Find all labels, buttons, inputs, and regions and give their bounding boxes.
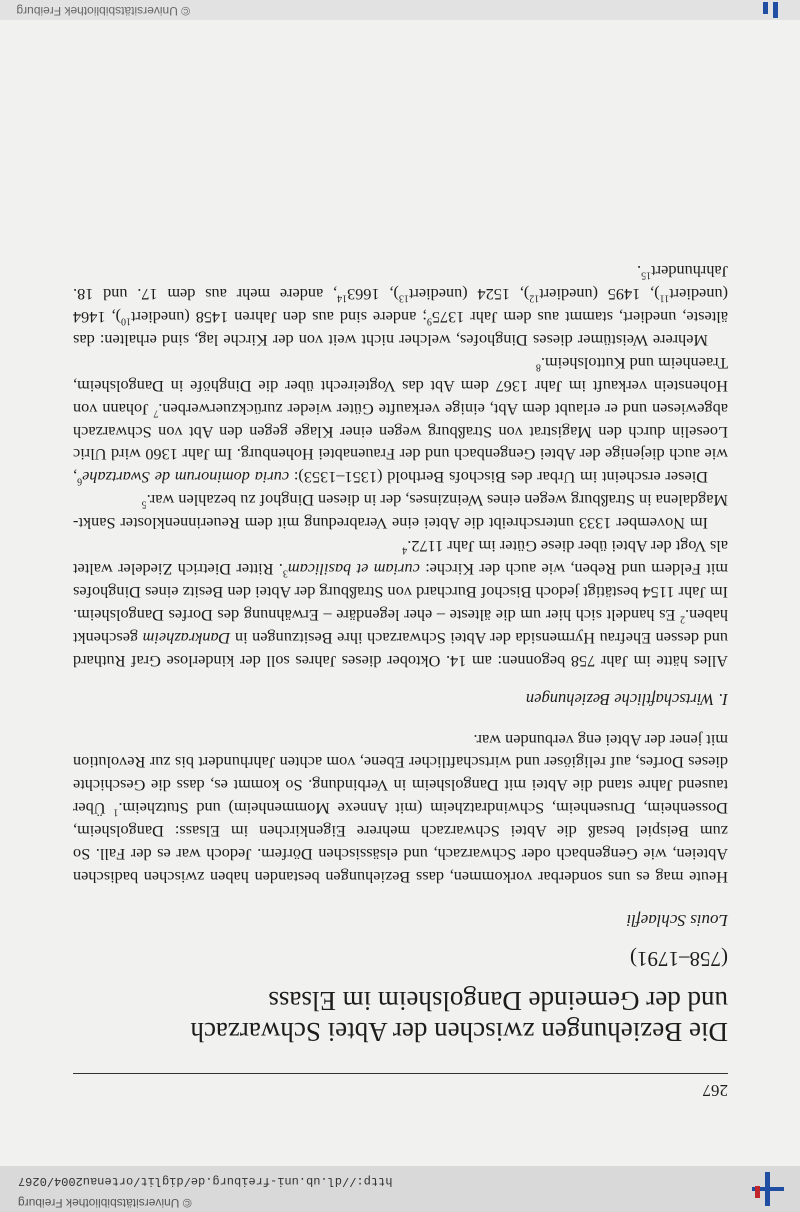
footnote-ref: 2	[680, 613, 686, 625]
text-run: Mehrere Weistümer dieses Dinghofes, welcher nicht weit von der Kirche lag, sind erhalten: das älteste, unediert, stammt aus dem Jahr 1375	[73, 308, 728, 350]
footnote-ref: 11	[659, 292, 670, 304]
article-author: Louis Schlaefli	[626, 911, 728, 930]
source-url[interactable]: http://dl.ub.uni-freiburg.de/diglit/ortenau2004/0267	[18, 1174, 393, 1188]
page-content	[73, 259, 728, 1100]
footnote-ref: 10	[121, 315, 132, 327]
italic-text: Dankrazheim	[142, 628, 231, 648]
text-run: ; andere sind aus den Jahren 1458 (unediert	[131, 308, 427, 328]
title-line-2: und der Gemeinde Dangolsheim im Elsass	[268, 986, 728, 1016]
text-run: .	[637, 262, 642, 282]
text-run: Alles hätte im Jahr 758 begonnen: am 14. Oktober dieses Jahres soll der kinderlose Graf Ruthard und dessen Ehefrau Hyrmensida der Abtei Schwarzach ihre Besitzungen in	[73, 628, 728, 671]
viewer-top-bar	[0, 1166, 800, 1212]
footnote-ref: 3	[282, 567, 288, 579]
text-run: Johann von Hohenstein verkauft im Jahr 1367 dem Abt das Vogteirecht über die Dinghöfe in Dangolsheim, Traenheim und Kuttolsheim.	[73, 353, 728, 419]
title-line-1: Die Beziehungen zwischen der Abtei Schwarzach	[190, 1017, 728, 1047]
footnote-ref: 15	[641, 269, 652, 281]
viewer-bottom-bar	[0, 0, 800, 20]
paragraph	[73, 351, 728, 488]
text-run: Im November 1333 unterschreibt die Abtei eine Verabredung mit dem Reuerinnenkloster Sankt-Magdalena in Straßburg wegen eines Weinzinses, der in diesen Dinghof zu bezahlen war.	[73, 491, 728, 534]
paragraph	[73, 259, 728, 351]
footnote-ref: 4	[402, 544, 408, 556]
bottom-copyright-label: © Universitätsbibliothek Freiburg	[16, 4, 190, 18]
footnote-ref: 8	[535, 361, 541, 373]
ub-freiburg-logo-icon	[752, 1172, 784, 1206]
paragraph	[73, 728, 728, 888]
text-run: Es handelt sich hier um die älteste – eher legendäre – Erwähnung des Dorfes Dangolsheim. Im Jahr 1154 bestätigt jedoch Bischof Burchard von Straßburg der Abtei den Besitz eines Dinghofes mit Feldern und Reben, wie auch der Kirche:	[73, 560, 728, 625]
footnote-ref: 14	[337, 292, 348, 304]
footnote-ref: 9	[426, 315, 432, 327]
footnote-ref: 1	[113, 806, 119, 818]
section-text	[73, 259, 728, 671]
logo-fragment-icon	[773, 2, 778, 18]
page-number: 267	[702, 1081, 728, 1100]
paragraph	[73, 488, 728, 534]
italic-text: curiam et basilicam	[287, 560, 420, 580]
footnote-ref: 12	[529, 292, 540, 304]
text-run: ), 1524 (unediert	[408, 285, 530, 305]
text-run: geschenkt haben.	[73, 605, 728, 648]
text-run: Heute mag es uns sonderbar vorkommen, dass Beziehungen bestanden haben zwischen badischen Abteien, wie Gengenbach oder Schwarzach, und elsässischen Dörfern. Jedoch war es der Fall. So zum Beispiel besaß die Abtei Schwarzach mehrere Eigenkirchen im Elsass: Dangolsheim, Dossenheim, Drusenheim, Schwindratzheim (mit Annexe Mommenheim) und Stutzheim.	[73, 799, 728, 887]
article-title	[73, 985, 728, 1047]
section-heading: I. Wirtschaftliche Beziehungen	[525, 689, 728, 709]
footnote-ref: 5	[141, 498, 147, 510]
text-run: ), 1464 (unediert	[73, 285, 728, 328]
article-dates: (758–1791)	[630, 947, 728, 971]
copyright-label: © Universitätsbibliothek Freiburg	[18, 1196, 192, 1210]
paragraph	[73, 534, 728, 671]
intro-text	[73, 728, 728, 888]
text-run: ), 1663	[347, 285, 399, 305]
text-run: ), 1495 (unediert	[539, 285, 660, 305]
italic-text: curia dominorum de Swartzahe	[82, 468, 290, 488]
footnote-ref: 7	[153, 407, 159, 419]
text-run: , wie auch diejenige der Abtei Gengenbach und der Frauenabtei Hohenburg. Im Jahr 1360 wird Ulric Loeselin durch den Magistrat von Straßburg wegen einer Klage gegen den Abt von Schwarzach abgewiesen und er erlaubt dem Abt, einige verkaufte Güter wieder zurückzuerwerben.	[73, 399, 728, 488]
text-run: , andere mehr aus dem 17. und 18. Jahrhundert	[72, 262, 728, 305]
text-run: . Ritter Dietrich Ziedeler waltet als Vogt der Abtei über diese Güter im Jahr 1172.	[73, 537, 728, 580]
text-run: Dieser erscheint im Urbar des Bischofs Berthold (1351–1353):	[289, 468, 708, 488]
footnote-ref: 13	[398, 292, 409, 304]
footnote-ref: 6	[77, 475, 83, 487]
text-run: Über tausend Jahre stand die Abtei mit Dangolsheim in Verbindung. So kommt es, dass die Geschichte dieses Dorfes, auf religiöser und wirtschaftlicher Ebene, vom achten Jahrhundert bis zur Revolution mit jener der Abtei eng verbunden war.	[73, 730, 728, 819]
header-rule	[73, 1073, 728, 1074]
logo-fragment-icon-2	[763, 2, 768, 14]
